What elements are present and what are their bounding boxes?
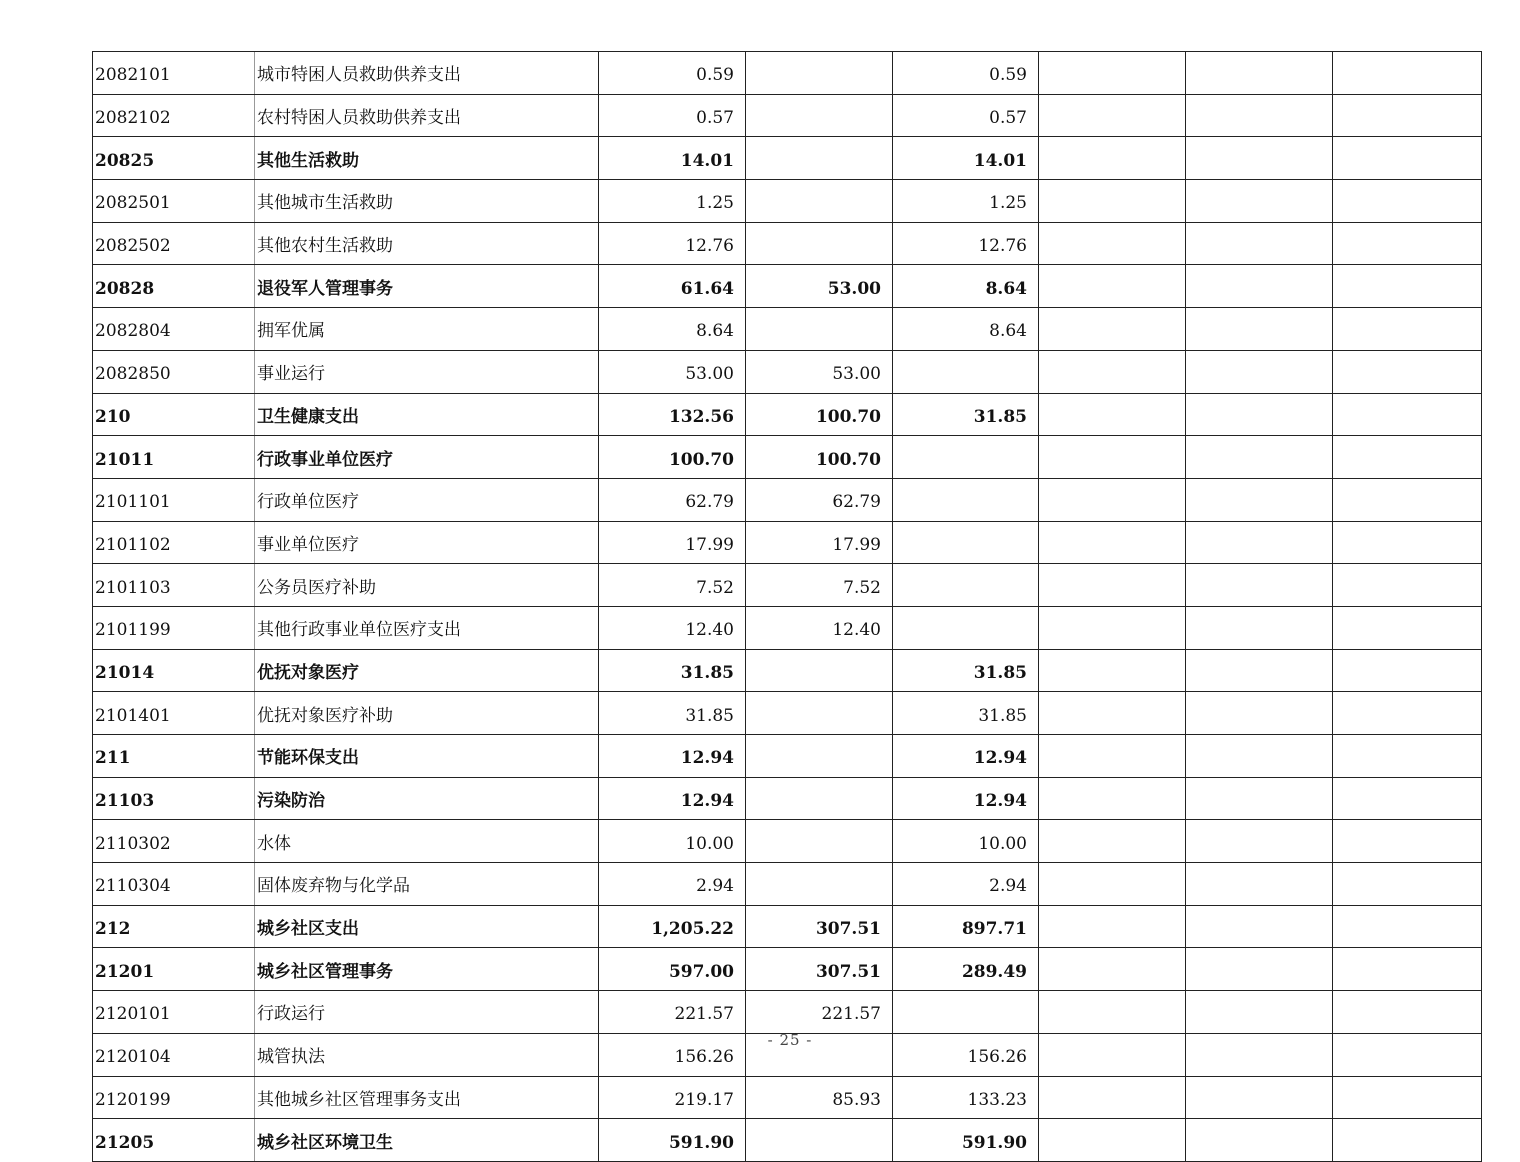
cell-basic: 307.51: [746, 905, 893, 948]
cell-project: 0.57: [893, 94, 1039, 137]
cell-name: 行政单位医疗: [255, 478, 599, 521]
cell-total: 0.57: [599, 94, 746, 137]
table-row: [93, 350, 1482, 393]
cell-code: 211: [93, 735, 255, 778]
cell-project: 133.23: [893, 1076, 1039, 1119]
cell-name: 事业运行: [255, 350, 599, 393]
table-row: [93, 478, 1482, 521]
cell-code: 2110302: [93, 820, 255, 863]
cell-code: 21103: [93, 777, 255, 820]
cell-empty: [1186, 991, 1333, 1034]
cell-basic: [746, 820, 893, 863]
cell-empty: [1039, 649, 1186, 692]
cell-empty: [1039, 948, 1186, 991]
cell-name: 事业单位医疗: [255, 521, 599, 564]
cell-empty: [1186, 820, 1333, 863]
cell-empty: [1333, 137, 1482, 180]
cell-empty: [1186, 521, 1333, 564]
cell-project: 12.94: [893, 777, 1039, 820]
table-row: [93, 564, 1482, 607]
cell-basic: [746, 180, 893, 223]
cell-empty: [1039, 991, 1186, 1034]
cell-project: 2.94: [893, 863, 1039, 906]
cell-project: 12.94: [893, 735, 1039, 778]
cell-code: 210: [93, 393, 255, 436]
cell-total: 12.94: [599, 735, 746, 778]
table-row: [93, 393, 1482, 436]
cell-basic: 17.99: [746, 521, 893, 564]
cell-empty: [1333, 905, 1482, 948]
cell-basic: 307.51: [746, 948, 893, 991]
cell-total: 1.25: [599, 180, 746, 223]
cell-total: 221.57: [599, 991, 746, 1034]
cell-empty: [1039, 436, 1186, 479]
cell-project: [893, 991, 1039, 1034]
cell-empty: [1039, 692, 1186, 735]
cell-total: 2.94: [599, 863, 746, 906]
cell-empty: [1186, 94, 1333, 137]
cell-empty: [1186, 905, 1333, 948]
cell-project: 31.85: [893, 393, 1039, 436]
cell-basic: [746, 692, 893, 735]
cell-empty: [1039, 180, 1186, 223]
page-number: - 25 -: [767, 1031, 813, 1049]
cell-code: 2101401: [93, 692, 255, 735]
cell-empty: [1333, 777, 1482, 820]
cell-code: 21205: [93, 1119, 255, 1162]
cell-empty: [1333, 436, 1482, 479]
cell-code: 20825: [93, 137, 255, 180]
table-row: [93, 1076, 1482, 1119]
cell-name: 优抚对象医疗: [255, 649, 599, 692]
cell-basic: 7.52: [746, 564, 893, 607]
cell-empty: [1186, 692, 1333, 735]
cell-basic: [746, 649, 893, 692]
cell-empty: [1333, 52, 1482, 95]
table-body: [93, 52, 1482, 1162]
cell-empty: [1039, 393, 1186, 436]
cell-empty: [1186, 948, 1333, 991]
cell-empty: [1333, 991, 1482, 1034]
cell-project: 289.49: [893, 948, 1039, 991]
cell-basic: [746, 735, 893, 778]
cell-name: 节能环保支出: [255, 735, 599, 778]
cell-total: 12.76: [599, 222, 746, 265]
table-row: [93, 735, 1482, 778]
table-row: [93, 991, 1482, 1034]
cell-empty: [1039, 1119, 1186, 1162]
cell-project: 12.76: [893, 222, 1039, 265]
cell-name: 行政运行: [255, 991, 599, 1034]
cell-project: 14.01: [893, 137, 1039, 180]
cell-empty: [1039, 308, 1186, 351]
cell-empty: [1333, 606, 1482, 649]
cell-code: 2101102: [93, 521, 255, 564]
cell-empty: [1186, 52, 1333, 95]
table-row: [93, 94, 1482, 137]
cell-project: [893, 521, 1039, 564]
table-row: [93, 692, 1482, 735]
cell-empty: [1186, 393, 1333, 436]
cell-name: 水体: [255, 820, 599, 863]
cell-project: 31.85: [893, 692, 1039, 735]
cell-name: 行政事业单位医疗: [255, 436, 599, 479]
cell-empty: [1039, 863, 1186, 906]
table-row: [93, 436, 1482, 479]
cell-empty: [1186, 606, 1333, 649]
cell-total: 7.52: [599, 564, 746, 607]
cell-empty: [1039, 222, 1186, 265]
cell-empty: [1333, 180, 1482, 223]
cell-total: 132.56: [599, 393, 746, 436]
cell-total: 10.00: [599, 820, 746, 863]
cell-total: 8.64: [599, 308, 746, 351]
cell-basic: [746, 777, 893, 820]
cell-empty: [1333, 948, 1482, 991]
cell-total: 100.70: [599, 436, 746, 479]
cell-total: 591.90: [599, 1119, 746, 1162]
cell-name: 其他城乡社区管理事务支出: [255, 1076, 599, 1119]
cell-empty: [1333, 564, 1482, 607]
cell-code: 2082804: [93, 308, 255, 351]
cell-empty: [1039, 478, 1186, 521]
cell-basic: 12.40: [746, 606, 893, 649]
cell-basic: [746, 137, 893, 180]
cell-name: 城乡社区环境卫生: [255, 1119, 599, 1162]
cell-name: 优抚对象医疗补助: [255, 692, 599, 735]
cell-empty: [1333, 393, 1482, 436]
cell-empty: [1186, 735, 1333, 778]
cell-code: 212: [93, 905, 255, 948]
cell-empty: [1333, 308, 1482, 351]
cell-code: 2120104: [93, 1033, 255, 1076]
cell-empty: [1039, 820, 1186, 863]
cell-name: 退役军人管理事务: [255, 265, 599, 308]
cell-code: 2120101: [93, 991, 255, 1034]
cell-empty: [1333, 521, 1482, 564]
cell-name: 城乡社区支出: [255, 905, 599, 948]
cell-code: 21014: [93, 649, 255, 692]
cell-basic: [746, 52, 893, 95]
cell-total: 219.17: [599, 1076, 746, 1119]
cell-empty: [1039, 350, 1186, 393]
cell-code: 20828: [93, 265, 255, 308]
table-row: [93, 820, 1482, 863]
table-row: [93, 948, 1482, 991]
cell-name: 污染防治: [255, 777, 599, 820]
cell-code: 2101101: [93, 478, 255, 521]
cell-total: 1,205.22: [599, 905, 746, 948]
cell-empty: [1186, 350, 1333, 393]
cell-empty: [1333, 735, 1482, 778]
cell-empty: [1186, 265, 1333, 308]
cell-empty: [1186, 478, 1333, 521]
cell-total: 17.99: [599, 521, 746, 564]
cell-name: 卫生健康支出: [255, 393, 599, 436]
cell-basic: 85.93: [746, 1076, 893, 1119]
cell-project: 10.00: [893, 820, 1039, 863]
cell-project: 591.90: [893, 1119, 1039, 1162]
cell-basic: 100.70: [746, 393, 893, 436]
cell-empty: [1186, 863, 1333, 906]
cell-project: 897.71: [893, 905, 1039, 948]
cell-project: [893, 606, 1039, 649]
cell-project: [893, 564, 1039, 607]
cell-code: 2101199: [93, 606, 255, 649]
cell-empty: [1333, 94, 1482, 137]
table-row: [93, 606, 1482, 649]
cell-project: [893, 436, 1039, 479]
cell-code: 2082502: [93, 222, 255, 265]
cell-code: 2110304: [93, 863, 255, 906]
cell-name: 城市特困人员救助供养支出: [255, 52, 599, 95]
cell-total: 62.79: [599, 478, 746, 521]
cell-name: 其他生活救助: [255, 137, 599, 180]
cell-project: 1.25: [893, 180, 1039, 223]
cell-total: 12.40: [599, 606, 746, 649]
cell-total: 0.59: [599, 52, 746, 95]
cell-project: [893, 350, 1039, 393]
table-row: [93, 180, 1482, 223]
cell-name: 其他农村生活救助: [255, 222, 599, 265]
cell-name: 其他城市生活救助: [255, 180, 599, 223]
cell-project: 31.85: [893, 649, 1039, 692]
table-row: [93, 52, 1482, 95]
cell-empty: [1333, 222, 1482, 265]
cell-basic: [746, 1119, 893, 1162]
cell-total: 597.00: [599, 948, 746, 991]
cell-empty: [1039, 94, 1186, 137]
cell-empty: [1039, 1076, 1186, 1119]
cell-basic: 221.57: [746, 991, 893, 1034]
table-row: [93, 777, 1482, 820]
cell-name: 公务员医疗补助: [255, 564, 599, 607]
table-row: [93, 265, 1482, 308]
cell-basic: 53.00: [746, 265, 893, 308]
cell-project: 8.64: [893, 265, 1039, 308]
cell-name: 固体废弃物与化学品: [255, 863, 599, 906]
cell-empty: [1333, 820, 1482, 863]
cell-empty: [1333, 1119, 1482, 1162]
cell-empty: [1186, 564, 1333, 607]
cell-total: 12.94: [599, 777, 746, 820]
cell-basic: [746, 222, 893, 265]
cell-empty: [1039, 521, 1186, 564]
cell-code: 21011: [93, 436, 255, 479]
table-row: [93, 308, 1482, 351]
cell-name: 其他行政事业单位医疗支出: [255, 606, 599, 649]
cell-empty: [1186, 1119, 1333, 1162]
cell-empty: [1186, 137, 1333, 180]
table-row: [93, 649, 1482, 692]
cell-basic: 53.00: [746, 350, 893, 393]
cell-empty: [1039, 52, 1186, 95]
cell-code: 2082501: [93, 180, 255, 223]
cell-name: 城管执法: [255, 1033, 599, 1076]
cell-empty: [1186, 180, 1333, 223]
cell-empty: [1186, 308, 1333, 351]
cell-empty: [1186, 222, 1333, 265]
cell-empty: [1039, 137, 1186, 180]
table-row: [93, 137, 1482, 180]
cell-code: 2120199: [93, 1076, 255, 1119]
cell-empty: [1186, 777, 1333, 820]
cell-basic: 62.79: [746, 478, 893, 521]
cell-project: 0.59: [893, 52, 1039, 95]
table-row: [93, 1119, 1482, 1162]
cell-empty: [1333, 265, 1482, 308]
table-row: [93, 222, 1482, 265]
cell-code: 2082101: [93, 52, 255, 95]
cell-empty: [1039, 564, 1186, 607]
cell-total: 61.64: [599, 265, 746, 308]
cell-empty: [1186, 1076, 1333, 1119]
cell-basic: [746, 308, 893, 351]
cell-empty: [1186, 436, 1333, 479]
cell-total: 31.85: [599, 692, 746, 735]
cell-empty: [1039, 905, 1186, 948]
cell-project: [893, 478, 1039, 521]
cell-empty: [1039, 265, 1186, 308]
cell-empty: [1333, 350, 1482, 393]
cell-code: 2082850: [93, 350, 255, 393]
cell-basic: 100.70: [746, 436, 893, 479]
cell-name: 农村特困人员救助供养支出: [255, 94, 599, 137]
cell-empty: [1039, 606, 1186, 649]
cell-total: 156.26: [599, 1033, 746, 1076]
cell-project: 156.26: [893, 1033, 1039, 1076]
cell-code: 2101103: [93, 564, 255, 607]
cell-total: 53.00: [599, 350, 746, 393]
cell-total: 14.01: [599, 137, 746, 180]
cell-project: 8.64: [893, 308, 1039, 351]
cell-code: 21201: [93, 948, 255, 991]
budget-expenditure-table: [92, 51, 1482, 1162]
table-row: [93, 863, 1482, 906]
cell-empty: [1333, 863, 1482, 906]
cell-empty: [1039, 777, 1186, 820]
cell-name: 拥军优属: [255, 308, 599, 351]
cell-empty: [1333, 478, 1482, 521]
cell-empty: [1039, 735, 1186, 778]
table-row: [93, 905, 1482, 948]
cell-empty: [1186, 649, 1333, 692]
cell-code: 2082102: [93, 94, 255, 137]
cell-empty: [1333, 692, 1482, 735]
cell-basic: [746, 863, 893, 906]
cell-total: 31.85: [599, 649, 746, 692]
cell-name: 城乡社区管理事务: [255, 948, 599, 991]
cell-empty: [1333, 649, 1482, 692]
table-row: [93, 521, 1482, 564]
cell-empty: [1333, 1076, 1482, 1119]
cell-basic: [746, 94, 893, 137]
